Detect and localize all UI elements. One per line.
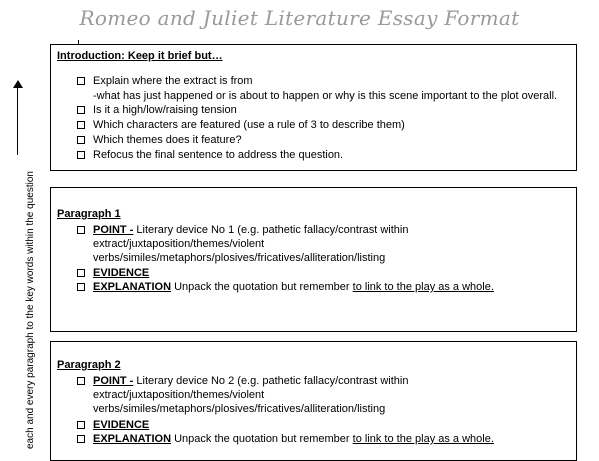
checkbox-icon[interactable] <box>77 77 85 85</box>
document-title: Romeo and Juliet Literature Essay Format <box>79 6 520 30</box>
intro-item-3: Which characters are featured (use a rule of 3 to describe them) <box>93 119 405 131</box>
checkbox-icon[interactable] <box>77 435 85 443</box>
p1-explanation-label: EXPLANATION <box>93 281 172 293</box>
p1-explanation-text: Unpack the quotation but remember <box>171 281 353 293</box>
p1-point-line-1 <box>93 223 408 237</box>
intro-item-1-continued: -what has just happened or is about to happen or why is this scene important to the plot overall. <box>93 90 558 102</box>
p2-point-label: POINT - <box>93 375 134 387</box>
p1-explanation-link: to link to the play as a whole. <box>352 281 494 293</box>
p1-point-line-2: extract/juxtaposition/themes/violent <box>93 238 265 250</box>
paragraph-1-heading: Paragraph 1 <box>57 208 121 220</box>
p2-point-line-3: verbs/similes/metaphors/plosives/fricatives/alliteration/listing <box>93 403 386 415</box>
paragraph-1-box <box>50 187 577 332</box>
paragraph-2-heading: Paragraph 2 <box>57 359 121 371</box>
p1-evidence-label: EVIDENCE <box>93 267 150 279</box>
p2-point-line-1 <box>93 374 408 388</box>
p2-explanation-text: Unpack the quotation but remember <box>171 433 353 445</box>
p1-explanation-line <box>93 280 494 294</box>
intro-item-5: Refocus the final sentence to address the question. <box>93 149 344 161</box>
p2-explanation-link: to link to the play as a whole. <box>352 433 494 445</box>
checkbox-icon[interactable] <box>77 136 85 144</box>
intro-item-2: Is it a high/low/raising tension <box>93 104 237 116</box>
checkbox-icon[interactable] <box>77 226 85 234</box>
p1-point-label: POINT - <box>93 224 134 236</box>
checkbox-icon[interactable] <box>77 121 85 129</box>
checkbox-icon[interactable] <box>77 106 85 114</box>
intro-item-1: Explain where the extract is from <box>93 75 253 87</box>
checkbox-icon[interactable] <box>77 421 85 429</box>
checkbox-icon[interactable] <box>77 269 85 277</box>
p2-point-line-2: extract/juxtaposition/themes/violent <box>93 389 265 401</box>
p2-point-text: Literary device No 2 (e.g. pathetic fallacy/contrast within <box>133 375 409 387</box>
p2-evidence-label: EVIDENCE <box>93 419 150 431</box>
arrow-up-icon <box>13 80 23 88</box>
checkbox-icon[interactable] <box>77 283 85 291</box>
p2-explanation-label: EXPLANATION <box>93 433 172 445</box>
intro-item-4: Which themes does it feature? <box>93 134 242 146</box>
checkbox-icon[interactable] <box>77 377 85 385</box>
introduction-box <box>50 44 577 171</box>
arrow-shaft <box>17 83 18 155</box>
side-annotation <box>8 80 36 449</box>
paragraph-2-box <box>50 341 577 461</box>
checkbox-icon[interactable] <box>77 151 85 159</box>
p1-point-text: Literary device No 1 (e.g. pathetic fallacy/contrast within <box>133 224 409 236</box>
introduction-heading: Introduction: Keep it brief but… <box>57 50 223 62</box>
p1-point-line-3: verbs/similes/metaphors/plosives/fricatives/alliteration/listing <box>93 252 386 264</box>
side-note-text: each and every paragraph to the key words within the question <box>25 171 36 449</box>
p2-explanation-line <box>93 432 494 446</box>
